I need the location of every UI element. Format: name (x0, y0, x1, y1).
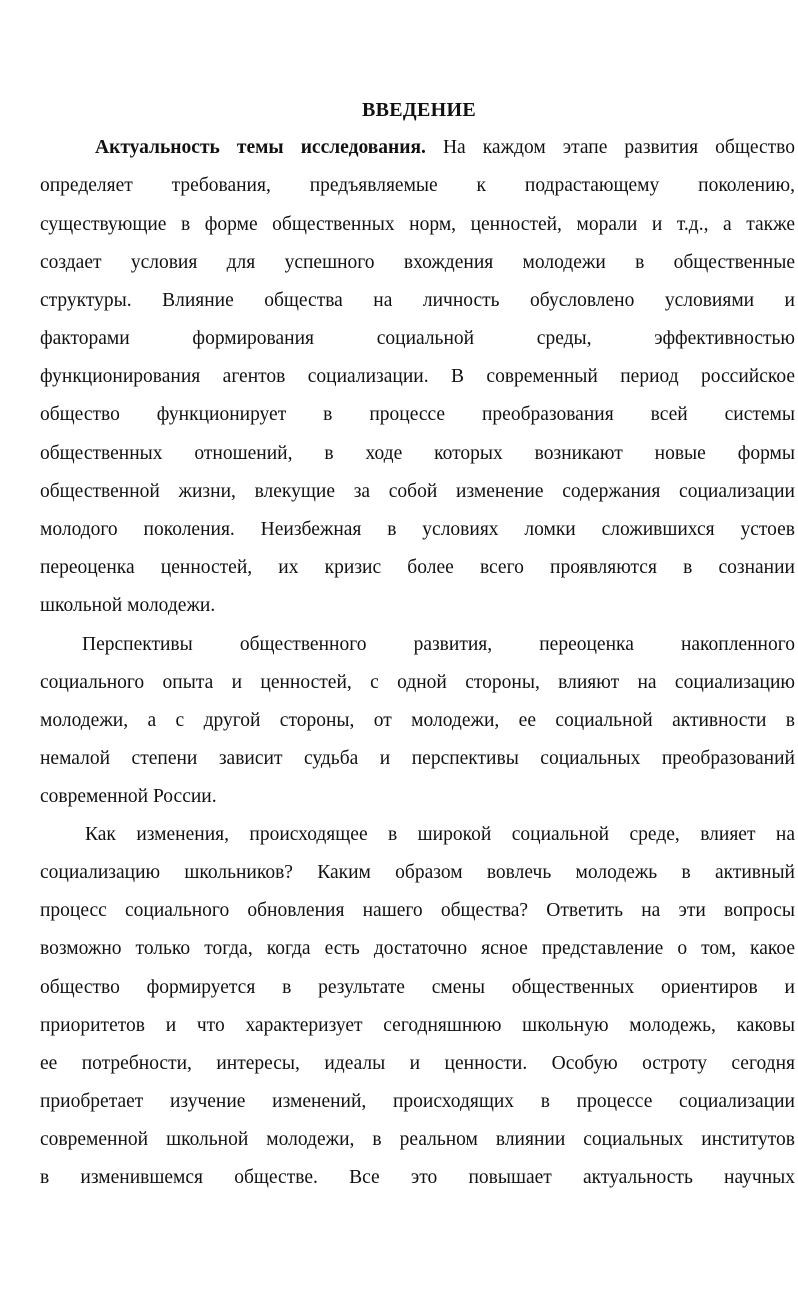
paragraph-2-line-2: социального опыта и ценностей, с одной стороны, влияют на социализацию (40, 672, 795, 693)
paragraph-3-line-8: приобретает изучение изменений, происходящих в процессе социализации (40, 1091, 795, 1112)
paragraph-3-line-3: процесс социального обновления нашего общества? Ответить на эти вопросы (40, 900, 795, 921)
paragraph-1-line-12: переоценка ценностей, их кризис более всего проявляются в сознании (40, 557, 795, 578)
paragraph-1-line-8: общество функционирует в процессе преобразования всей системы (40, 404, 795, 425)
paragraph-1-line-11: молодого поколения. Неизбежная в условиях ломки сложившихся устоев (40, 519, 795, 540)
paragraph-3-line-5: общество формируется в результате смены общественных ориентиров и (40, 977, 795, 998)
paragraph-2-line-1: Перспективы общественного развития, переоценка накопленного (82, 634, 795, 655)
paragraph-1-line-5: структуры. Влияние общества на личность обусловлено условиями и (40, 290, 795, 311)
paragraph-2-line-3: молодежи, а с другой стороны, от молодежи, ее социальной активности в (40, 710, 795, 731)
paragraph-1-line-2: определяет требования, предъявляемые к подрастающему поколению, (40, 175, 795, 196)
paragraph-3-line-7: ее потребности, интересы, идеалы и ценности. Особую остроту сегодня (40, 1053, 795, 1074)
paragraph-1-line-1-text: На каждом этапе развития общество (425, 137, 795, 158)
paragraph-1-line-3: существующие в форме общественных норм, ценностей, морали и т.д., а также (40, 214, 795, 235)
paragraph-3-line-10: в изменившемся обществе. Все это повышает актуальность научных (40, 1167, 795, 1188)
paragraph-3-line-2: социализацию школьников? Каким образом вовлечь молодежь в активный (40, 862, 795, 883)
paragraph-1-line-6: факторами формирования социальной среды, эффективностью (40, 328, 795, 349)
paragraph-3-line-9: современной школьной молодежи, в реальном влиянии социальных институтов (40, 1129, 795, 1150)
paragraph-2-line-5: современной России. (40, 786, 217, 807)
paragraph-3-line-6: приоритетов и что характеризует сегодняшнюю школьную молодежь, каковы (40, 1015, 795, 1036)
paragraph-1-line-4: создает условия для успешного вхождения молодежи в общественные (40, 252, 795, 273)
paragraph-1-line-13: школьной молодежи. (40, 595, 216, 616)
paragraph-3-line-4: возможно только тогда, когда есть достаточно ясное представление о том, какое (40, 938, 795, 959)
lead-bold-phrase: Актуальность темы исследования. (95, 137, 426, 158)
paragraph-1-line-10: общественной жизни, влекущие за собой изменение содержания социализации (40, 481, 795, 502)
paragraph-2-line-4: немалой степени зависит судьба и перспективы социальных преобразований (40, 748, 795, 769)
paragraph-3-line-1: Как изменения, происходящее в широкой социальной среде, влияет на (85, 824, 795, 845)
paragraph-1-line-7: функционирования агентов социализации. В современный период российское (40, 366, 795, 387)
paragraph-1-line-9: общественных отношений, в ходе которых возникают новые формы (40, 443, 795, 464)
section-heading: ВВЕДЕНИЕ (362, 99, 476, 121)
paragraph-1-line-1 (95, 134, 795, 162)
